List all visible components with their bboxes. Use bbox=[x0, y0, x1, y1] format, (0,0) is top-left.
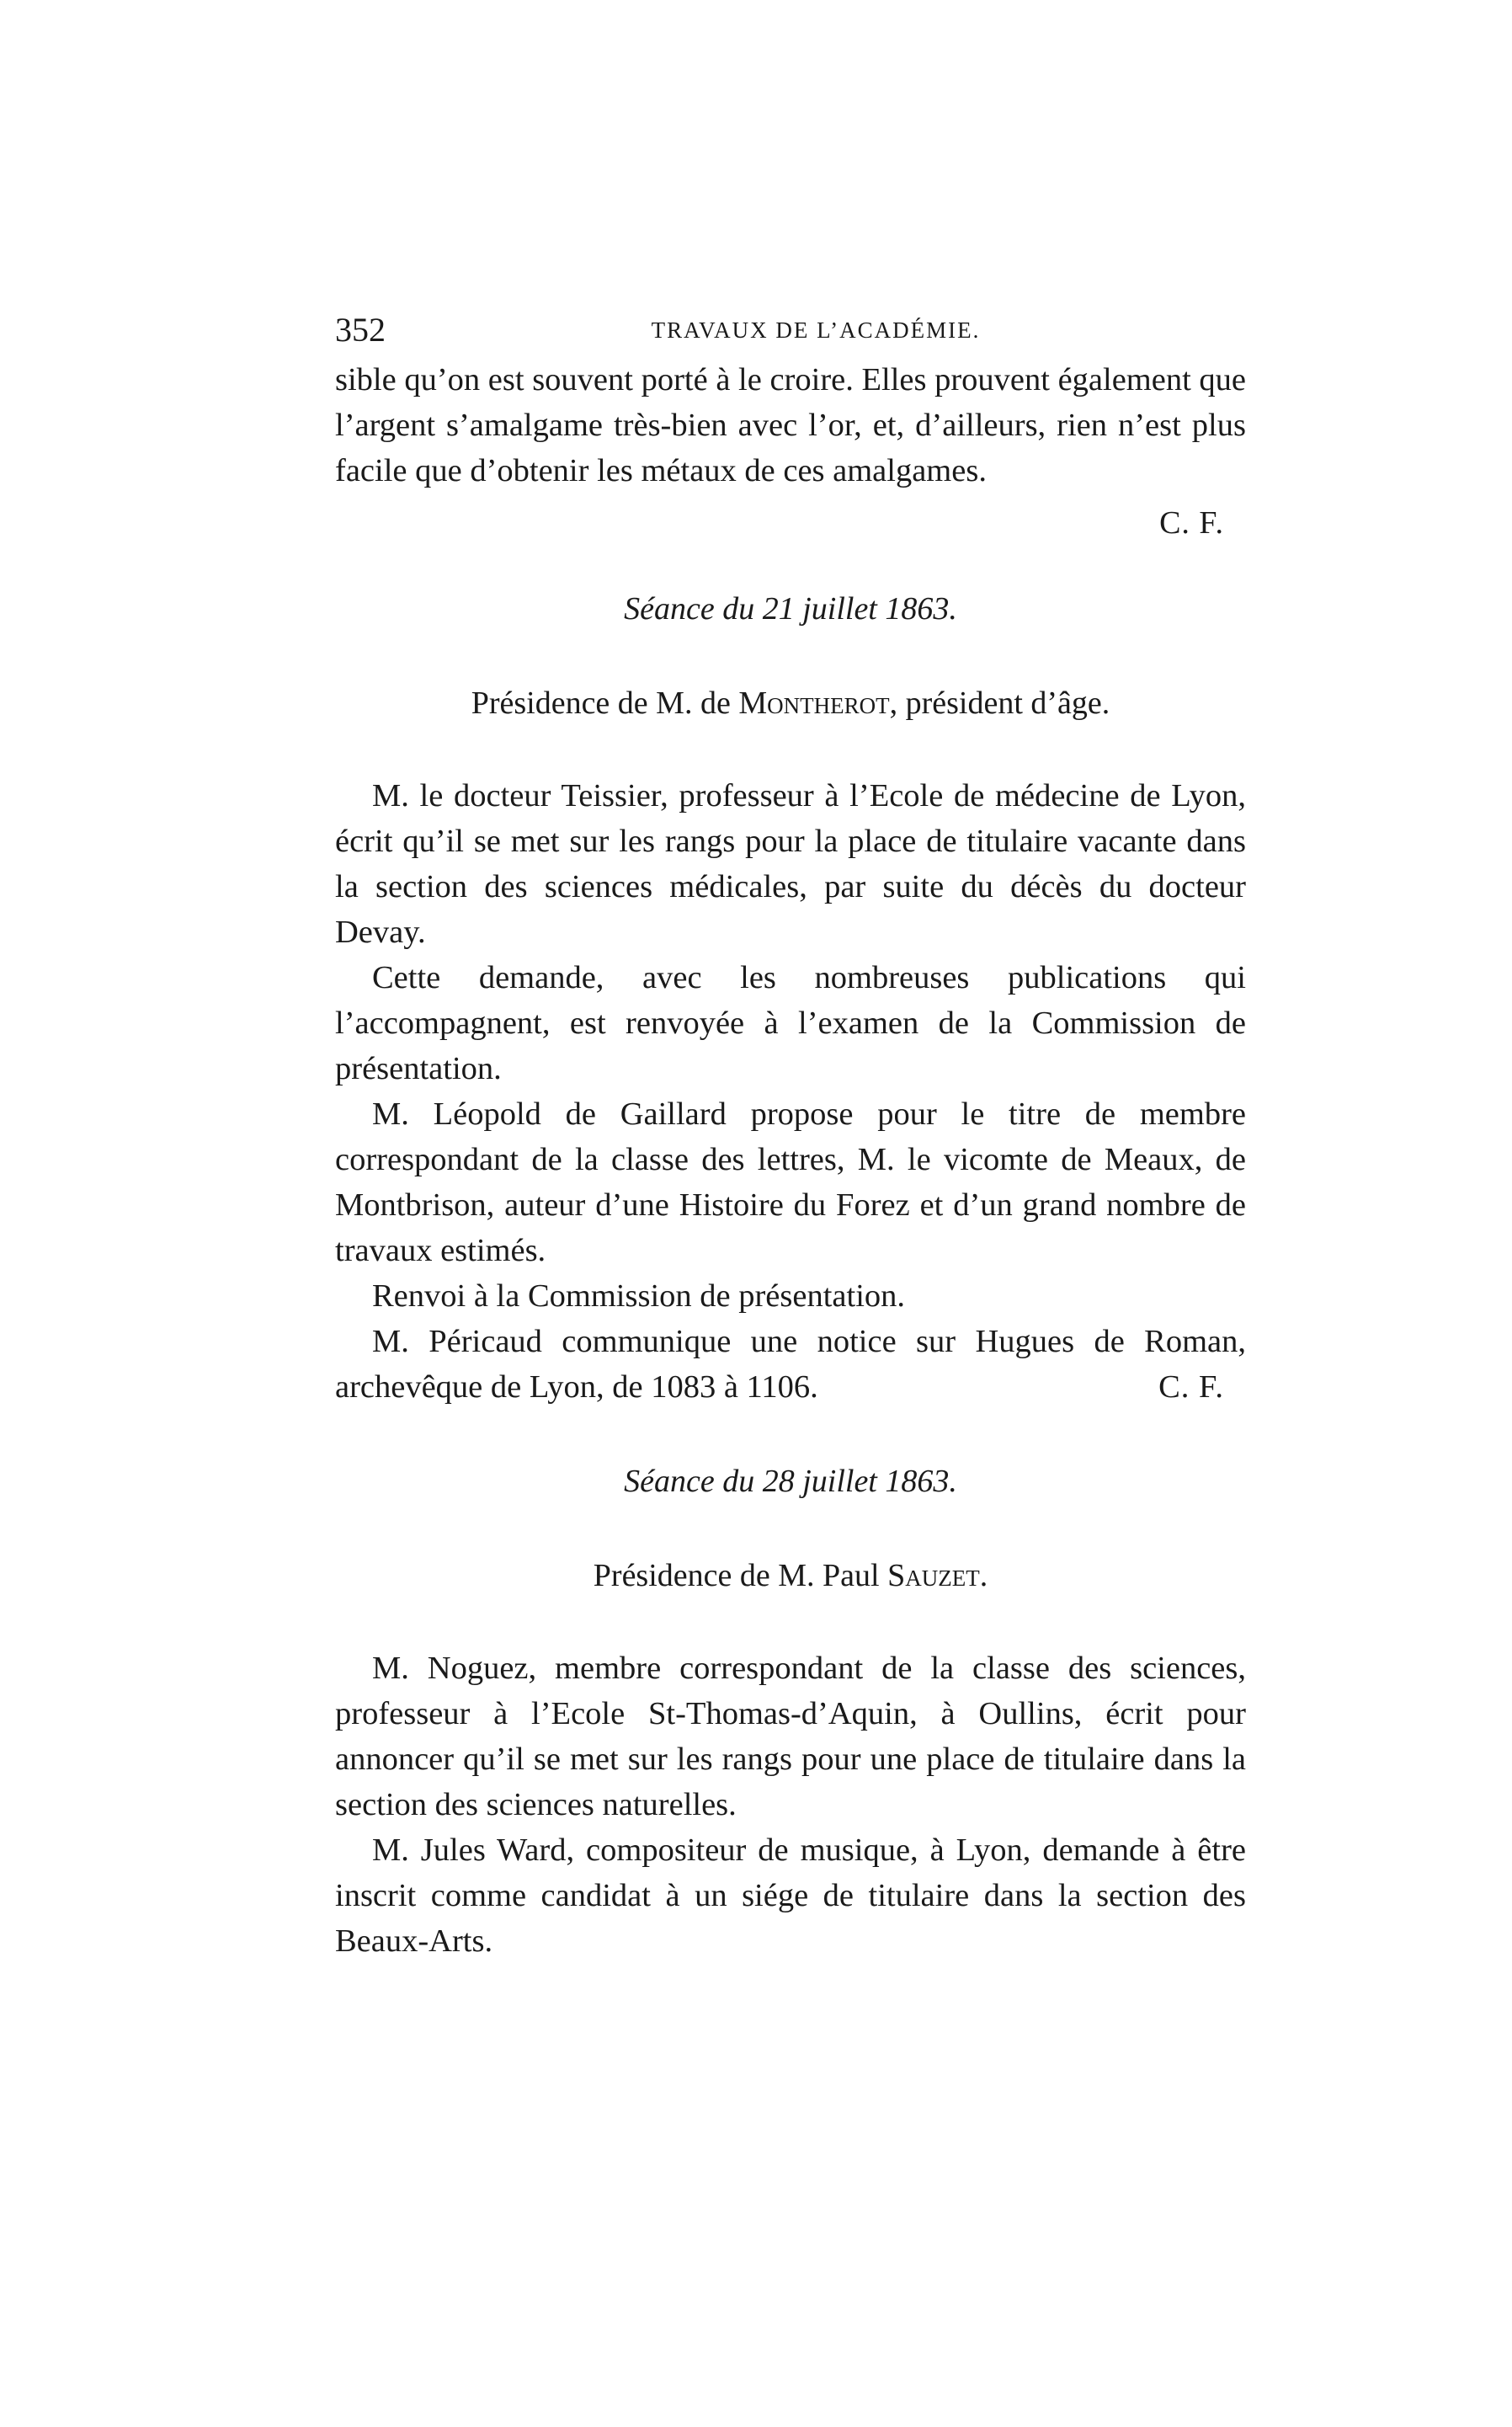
president-name: Sauzet bbox=[887, 1558, 980, 1593]
opening-paragraph: sible qu’on est souvent porté à le croire. Elles prouvent également que l’argent s’amalgame très-bien avec l’or, et, d’ailleurs, rien n’est plus facile que d’obtenir les métaux de ces amalgames. bbox=[335, 362, 1246, 488]
presidency-prefix: Présidence de M. Paul bbox=[593, 1558, 888, 1593]
session-1-title: Séance du 21 juillet 1863. bbox=[624, 591, 957, 627]
session-1-paragraph: Renvoi à la Commission de présentation. bbox=[372, 1278, 906, 1314]
session-1-last-paragraph bbox=[335, 1319, 1246, 1410]
session-1-paragraph: M. le docteur Teissier, professeur à l’Ecole de médecine de Lyon, écrit qu’il se met sur les rangs pour la place de titulaire vacante dans la section des sciences médicales, par suite du décès du docteur Devay. bbox=[335, 778, 1246, 950]
body-text bbox=[335, 357, 1246, 1964]
presidency-suffix: . bbox=[979, 1558, 988, 1593]
presidency-suffix: , président d’âge. bbox=[889, 685, 1110, 721]
running-title: TRAVAUX DE L’ACADÉMIE. bbox=[651, 317, 981, 343]
session-2-presidency bbox=[335, 1553, 1246, 1598]
session-1-last-text: M. Péricaud communique une notice sur Hugues de Roman, archevêque de Lyon, de 1083 à 1106. bbox=[335, 1324, 1246, 1405]
page-number: 352 bbox=[335, 311, 386, 349]
presidency-prefix: Présidence de M. de bbox=[471, 685, 739, 721]
running-head bbox=[335, 305, 1246, 355]
session-2-title: Séance du 28 juillet 1863. bbox=[624, 1464, 957, 1499]
session-2-paragraph: M. Jules Ward, compositeur de musique, à Lyon, demande à être inscrit comme candidat à un siége de titulaire dans la section des Beaux-Arts. bbox=[335, 1832, 1246, 1959]
session-1-paragraph: M. Léopold de Gaillard propose pour le titre de membre correspondant de la classe des lettres, M. le vicomte de Meaux, de Montbrison, auteur d’une Histoire du Forez et d’un grand nombre de travaux estimés. bbox=[335, 1096, 1246, 1268]
session-1-signature: C. F. bbox=[1158, 1369, 1224, 1405]
opening-signature: C. F. bbox=[1159, 505, 1224, 541]
session-1-presidency bbox=[335, 680, 1246, 726]
president-name: Montherot bbox=[738, 685, 890, 721]
session-2-paragraph: M. Noguez, membre correspondant de la classe des sciences, professeur à l’Ecole St-Thomas-d’Aquin, à Oullins, écrit pour annoncer qu’il se met sur les rangs pour une place de titulaire dans la section des sciences naturelles. bbox=[335, 1651, 1246, 1822]
session-1-paragraph: Cette demande, avec les nombreuses publications qui l’accompagnent, est renvoyée à l’examen de la Commission de présentation. bbox=[335, 960, 1246, 1086]
